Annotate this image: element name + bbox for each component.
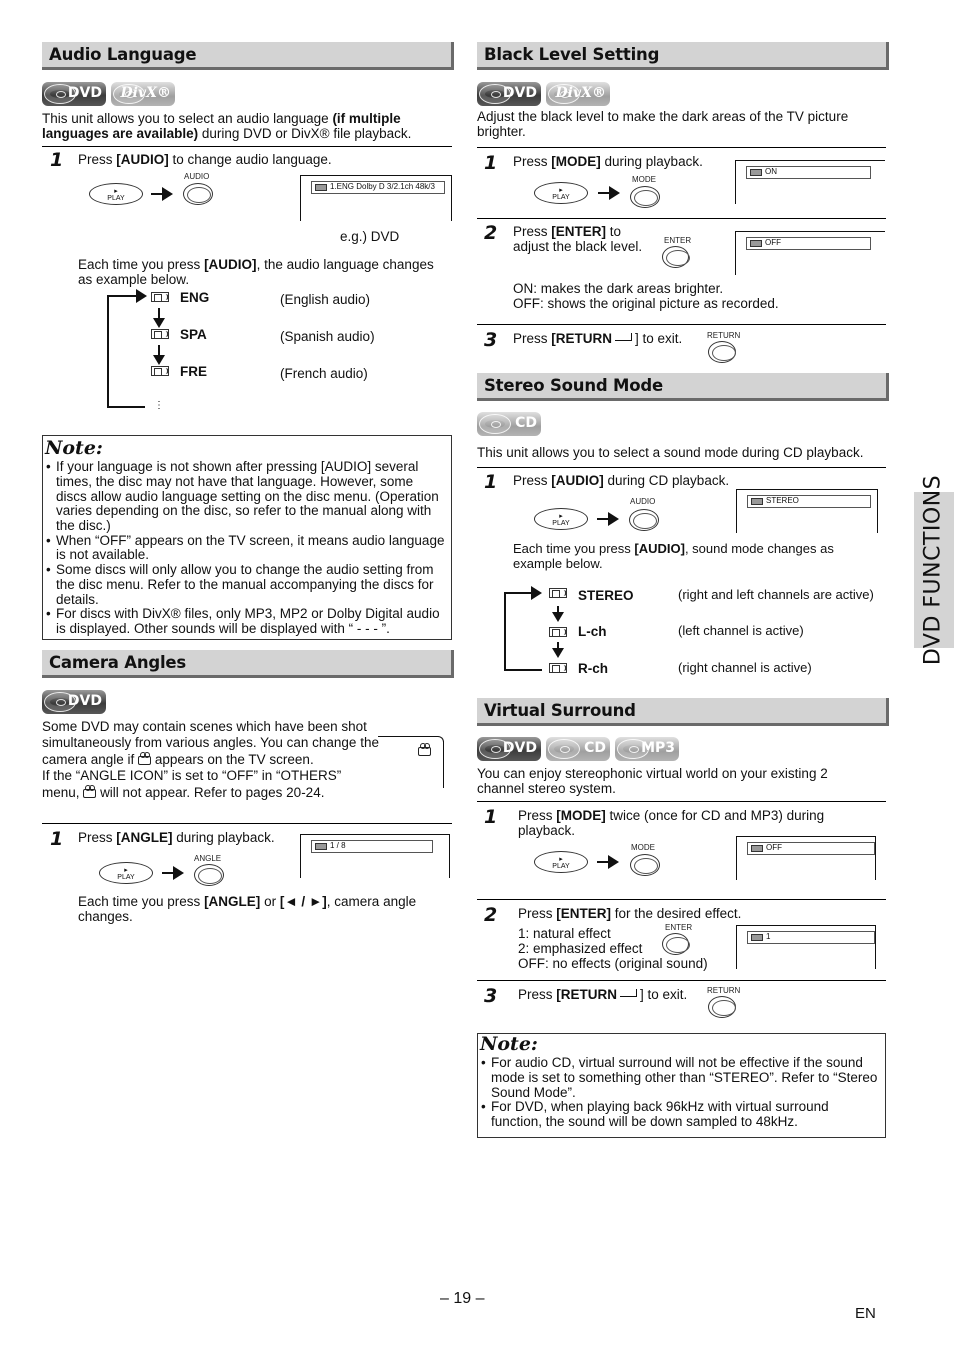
stereo-each-time: Each time you press [AUDIO], sound mode changes as example below. xyxy=(513,541,834,571)
divider xyxy=(42,823,452,824)
dvd-logo: DVD xyxy=(477,82,541,106)
divider xyxy=(477,801,886,802)
black-level-intro: Adjust the black level to make the dark areas of the TV picture brighter. xyxy=(477,109,849,140)
cycle-item-desc: (English audio) xyxy=(280,292,371,307)
audio-icon xyxy=(151,329,169,339)
audio-each-time: Each time you press [AUDIO], the audio language changes as example below. xyxy=(78,257,434,288)
page-number: – 19 – xyxy=(440,1290,485,1307)
cycle-line-left xyxy=(504,592,506,671)
arrow-right-icon xyxy=(597,861,617,863)
tv-screen-osd: 1 xyxy=(736,925,876,969)
audio-icon xyxy=(151,292,169,302)
return-button-label: RETURN xyxy=(707,331,741,340)
camera-step1-text: Press [ANGLE] during playback. xyxy=(78,830,275,845)
language-code: EN xyxy=(855,1305,876,1322)
return-button-label: RETURN xyxy=(707,986,741,995)
note-item: • For discs with DivX® files, only MP3, MP2 or Dolby Digital audio is displayed. Other sounds will be displayed with “ - - - ”. xyxy=(43,607,445,636)
mode-button-label: MODE xyxy=(632,175,656,184)
section-title-camera-angles: Camera Angles xyxy=(42,650,454,678)
divx-logo: DivX® xyxy=(546,82,610,106)
virtual-step1-text: Press [MODE] twice (once for CD and MP3) during playback. xyxy=(518,808,825,839)
down-arrow-icon xyxy=(557,642,559,652)
step-number: 1 xyxy=(50,149,64,171)
cycle-item-code: L-ch xyxy=(578,624,607,639)
black-step2-text: Press [ENTER] to adjust the black level. xyxy=(513,224,643,255)
play-button-icon: ▸ PLAY xyxy=(534,508,588,530)
audio-icon xyxy=(549,627,567,637)
section-title-stereo-sound: Stereo Sound Mode xyxy=(477,373,889,401)
note-title: Note: xyxy=(45,437,103,459)
divider xyxy=(477,899,886,900)
camera-icon xyxy=(138,756,151,765)
cd-logo: CD xyxy=(546,737,610,761)
black-step3-text: Press [RETURN ] to exit. xyxy=(513,331,683,346)
audio-language-intro: This unit allows you to select an audio language (if multiple languages are available) during DVD or DivX® file playback. xyxy=(42,111,412,142)
black-off-text: OFF: shows the original picture as recorded. xyxy=(513,296,779,311)
mode-button-icon xyxy=(630,186,660,208)
divx-logo: DivX® xyxy=(111,82,175,106)
audio-icon xyxy=(549,588,567,598)
audio-button-label: AUDIO xyxy=(630,497,656,506)
tv-screen-camera xyxy=(378,736,444,788)
cycle-item-code: ENG xyxy=(180,290,210,305)
note-title: Note: xyxy=(480,1033,538,1055)
arrow-right-icon xyxy=(597,518,617,520)
black-on-text: ON: makes the dark areas brighter. xyxy=(513,281,724,296)
down-arrow-icon xyxy=(557,606,559,616)
cycle-item-code: R-ch xyxy=(578,661,608,676)
virtual-effect-2: 2: emphasized effect xyxy=(518,941,643,956)
tv-screen-osd: ON xyxy=(735,160,885,204)
step-number: 2 xyxy=(484,222,498,244)
enter-button-label: ENTER xyxy=(664,236,692,245)
cycle-item-code: STEREO xyxy=(578,588,634,603)
dvd-logo: DVD xyxy=(477,737,541,761)
mode-button-icon xyxy=(630,854,660,876)
step-number: 3 xyxy=(484,329,498,351)
angle-button-label: ANGLE xyxy=(194,854,222,863)
audio-icon xyxy=(549,663,567,673)
tv-screen-osd: OFF xyxy=(736,836,876,880)
cycle-line-left xyxy=(107,295,109,408)
camera-icon xyxy=(83,789,96,798)
note-item: • For audio CD, virtual surround will not be effective if the sound mode is set to something other than “STEREO”. Refer to “Stereo Sound Mode”. xyxy=(478,1056,879,1100)
note-box xyxy=(42,435,452,640)
step-number: 1 xyxy=(484,152,498,174)
cycle-item-code: SPA xyxy=(180,327,207,342)
cycle-line-bottom xyxy=(504,669,542,671)
cycle-item-desc: (right channel is active) xyxy=(678,660,812,675)
virtual-step2-text: Press [ENTER] for the desired effect. xyxy=(518,906,742,921)
return-button-icon xyxy=(708,996,736,1018)
cycle-item-desc: (left channel is active) xyxy=(678,623,804,638)
cycle-arrow-icon xyxy=(504,592,540,594)
dvd-logo: DVD xyxy=(42,82,106,106)
enter-button-label: ENTER xyxy=(665,923,693,932)
step-number: 1 xyxy=(484,806,498,828)
camera-intro: Some DVD may contain scenes which have been shot simultaneously from various angles. You can change the camera angle if appears on the TV screen. If the “ANGLE ICON” is set to “OFF” in “OTHERS” menu, will not appear. Refer to pages 20-24. xyxy=(42,719,379,800)
tv-screen-osd: STEREO xyxy=(736,489,878,533)
section-title-virtual-surround: Virtual Surround xyxy=(477,698,889,726)
divider xyxy=(477,980,886,981)
virtual-intro: You can enjoy stereophonic virtual world on your existing 2 channel stereo system. xyxy=(477,766,828,797)
step-number: 1 xyxy=(484,471,498,493)
section-title-audio-language: Audio Language xyxy=(42,42,454,70)
cycle-item-desc: (French audio) xyxy=(280,366,368,381)
virtual-effect-off: OFF: no effects (original sound) xyxy=(518,956,708,971)
cycle-item-desc: (Spanish audio) xyxy=(280,329,375,344)
dvd-logo: DVD xyxy=(42,690,106,714)
down-arrow-icon xyxy=(158,345,160,359)
return-symbol-icon xyxy=(620,989,637,997)
audio-step1-text: Press [AUDIO] to change audio language. xyxy=(78,152,332,167)
mp3-logo: MP3 xyxy=(615,737,679,761)
cycle-item-code: FRE xyxy=(180,364,207,379)
divider xyxy=(477,467,886,468)
return-button-icon xyxy=(708,341,736,363)
example-caption: e.g.) DVD xyxy=(340,229,400,244)
return-symbol-icon xyxy=(615,333,632,341)
audio-button-icon xyxy=(629,509,659,531)
audio-button-label: AUDIO xyxy=(184,172,210,181)
step-number: 1 xyxy=(50,828,64,850)
divider xyxy=(42,146,452,147)
note-item: • Some discs will only allow you to change the audio setting from the disc menu. Refer to the manual accompanying the discs for details. xyxy=(43,563,445,607)
stereo-step1-text: Press [AUDIO] during CD playback. xyxy=(513,473,730,488)
mode-button-label: MODE xyxy=(631,843,655,852)
note-item: • For DVD, when playing back 96kHz with virtual surround function, the sound will be down sampled to 48kHz. xyxy=(478,1100,879,1129)
enter-button-icon xyxy=(662,246,689,268)
section-title-black-level: Black Level Setting xyxy=(477,42,889,70)
play-button-icon: ▸ PLAY xyxy=(89,183,143,205)
tv-screen-osd: 1.ENG Dolby D 3/2.1ch 48k/3 xyxy=(300,175,452,221)
cycle-item-desc: (right and left channels are active) xyxy=(678,587,874,602)
step-number: 2 xyxy=(484,904,498,926)
play-button-icon: ▸ PLAY xyxy=(534,182,588,204)
black-step1-text: Press [MODE] during playback. xyxy=(513,154,703,169)
note-item: • If your language is not shown after pressing [AUDIO] several times, the disc may not have that language. However, some discs allow audio language setting on the disc menu. (Operation varies depending on the disc, so refer to the manual along with the disc.) xyxy=(43,460,445,534)
divider xyxy=(477,218,886,219)
arrow-right-icon xyxy=(151,193,171,195)
audio-button-icon xyxy=(183,183,213,205)
cycle-dots: ⋮ xyxy=(154,400,164,411)
audio-icon xyxy=(151,366,169,376)
tv-screen-osd: OFF xyxy=(735,231,885,275)
divider xyxy=(477,147,886,148)
stereo-intro: This unit allows you to select a sound mode during CD playback. xyxy=(477,445,864,460)
tv-screen-osd: 1 / 8 xyxy=(300,834,450,878)
camera-each-time: Each time you press [ANGLE] or [◄ / ►], camera angle changes. xyxy=(78,894,417,925)
arrow-right-icon xyxy=(598,192,618,194)
side-tab: DVD FUNCTIONS xyxy=(914,492,954,648)
cd-logo: CD xyxy=(477,412,541,436)
angle-button-icon xyxy=(194,864,224,886)
play-button-icon: ▸ PLAY xyxy=(534,851,588,873)
note-box xyxy=(477,1033,886,1138)
virtual-step3-text: Press [RETURN ] to exit. xyxy=(518,987,688,1002)
cycle-arrow-icon xyxy=(107,295,145,297)
down-arrow-icon xyxy=(158,308,160,322)
arrow-right-icon xyxy=(162,872,182,874)
cycle-line-bottom xyxy=(107,406,145,408)
play-button-icon: ▸ PLAY xyxy=(99,862,153,884)
enter-button-icon xyxy=(662,933,689,955)
step-number: 3 xyxy=(484,985,498,1007)
note-item: • When “OFF” appears on the TV screen, it means audio language is not available. xyxy=(43,534,445,563)
virtual-effect-1: 1: natural effect xyxy=(518,926,611,941)
divider xyxy=(477,324,886,325)
